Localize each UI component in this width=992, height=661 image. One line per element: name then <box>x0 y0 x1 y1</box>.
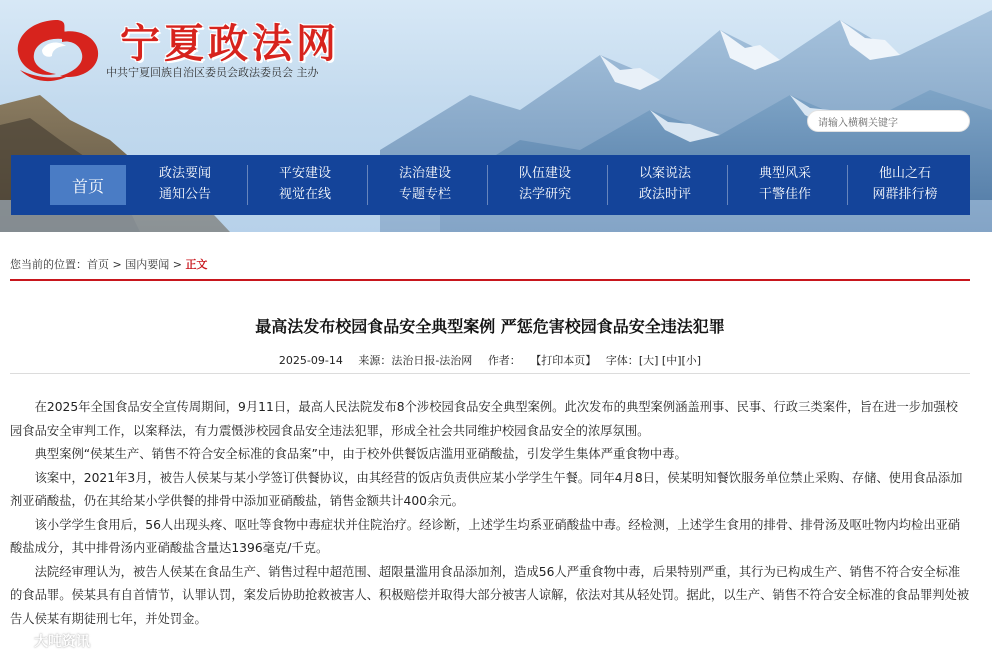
article-paragraph: 该小学学生食用后，56人出现头疼、呕吐等食物中毒症状并住院治疗。经诊断，上述学生均系亚硝酸盐中毒。经检测，上述学生食用的排骨、排骨汤及呕吐物内均检出亚硝酸盐成分，其中排骨汤内亚硝酸盐含量达1396毫克/千克。 <box>10 517 961 555</box>
site-logo[interactable] <box>12 12 392 92</box>
nav-link-commentary[interactable]: 政法时评 <box>638 187 691 202</box>
nav-link-others[interactable]: 他山之石 <box>878 166 931 181</box>
search-input[interactable] <box>816 113 970 135</box>
nav-item-politics-news[interactable] <box>137 163 233 207</box>
nav-divider <box>847 165 848 205</box>
meta-divider <box>10 373 970 374</box>
nav-link-rule-of-law[interactable]: 法治建设 <box>398 166 451 181</box>
nav-link-team[interactable]: 队伍建设 <box>518 166 571 181</box>
main-nav <box>11 155 970 215</box>
nav-divider <box>607 165 608 205</box>
nav-item-models[interactable] <box>737 163 833 207</box>
font-medium-link[interactable]: [中] <box>661 354 682 367</box>
breadcrumb-separator: > <box>172 258 182 271</box>
article-body <box>10 396 970 631</box>
nav-link-models[interactable]: 典型风采 <box>758 166 811 181</box>
breadcrumb <box>10 256 207 272</box>
article-paragraph: 在2025年全国食品安全宣传周期间，9月11日，最高人民法院发布8个涉校园食品安全典型案例。此次发布的典型案例涵盖刑事、民事、行政三类案件，旨在进一步加强校园食品安全审判工作，以案释法，有力震慑涉校园食品安全违法犯罪，形成全社会共同维护校园食品安全的浓厚氛围。 <box>10 400 958 438</box>
nav-divider <box>727 165 728 205</box>
nav-divider <box>487 165 488 205</box>
site-subtitle: 中共宁夏回族自治区委员会政法委员会 主办 <box>106 66 319 79</box>
nav-divider <box>367 165 368 205</box>
nav-divider <box>247 165 248 205</box>
nav-item-others[interactable] <box>857 163 953 207</box>
nav-link-research[interactable]: 法学研究 <box>518 187 571 202</box>
article-paragraph: 典型案例“侯某生产、销售不符合安全标准的食品案”中，由于校外供餐饭店滥用亚硝酸盐，引发学生集体严重食物中毒。 <box>34 447 687 461</box>
article-source: 来源：法治日报-法治网 <box>358 354 473 367</box>
breadcrumb-prefix: 您当前的位置： <box>10 258 87 271</box>
nav-link-politics-news[interactable]: 政法要闻 <box>158 166 211 181</box>
logo-emblem-icon <box>12 14 104 84</box>
print-page-link[interactable]: 【打印本页】 <box>530 354 597 367</box>
nav-link-special[interactable]: 专题专栏 <box>398 187 451 202</box>
article-title: 最高法发布校园食品安全典型案例 严惩危害校园食品安全违法犯罪 <box>255 317 725 336</box>
breadcrumb-divider <box>10 279 970 281</box>
site-title: 宁夏政法网 <box>120 21 340 67</box>
font-size-control <box>606 354 701 367</box>
breadcrumb-link-home[interactable]: 首页 <box>87 258 109 271</box>
article-paragraph: 该案中，2021年3月，被告人侯某与某小学签订供餐协议，由其经营的饭店负责供应某小学学生午餐。同年4月8日，侯某明知餐饮服务单位禁止采购、存储、使用食品添加剂亚硝酸盐，仍在其给某小学供餐的排骨中添加亚硝酸盐，销售金额共计400余元。 <box>10 470 963 508</box>
nav-item-rule-of-law[interactable] <box>377 163 473 207</box>
breadcrumb-separator: > <box>112 258 122 271</box>
watermark <box>8 627 138 655</box>
nav-link-safety[interactable]: 平安建设 <box>278 166 331 181</box>
nav-link-ranking[interactable]: 网群排行榜 <box>872 187 938 202</box>
site-header <box>0 0 992 232</box>
breadcrumb-current: 正文 <box>185 258 208 271</box>
nav-item-safety[interactable] <box>257 163 353 207</box>
article-date: 2025-09-14 <box>278 354 343 367</box>
nav-home[interactable]: 首页 <box>50 165 126 205</box>
nav-link-cases[interactable]: 以案说法 <box>638 166 691 181</box>
font-size-label: 字体： <box>605 354 639 367</box>
article-paragraph: 法院经审理认为，被告人侯某在食品生产、销售过程中超范围、超限量滥用食品添加剂，造成56人严重食物中毒，后果特别严重，其行为已构成生产、销售不符合安全标准的食品罪。侯某具有自首情节，认罪认罚，案发后协助抢救被害人、积极赔偿并取得大部分被害人谅解，依法对其从轻处罚。据此，以生产、销售不符合安全标准的食品罪判处被告人侯某有期徒刑七年，并处罚金。 <box>10 564 970 626</box>
article-meta <box>0 352 980 368</box>
article-author: 作者： <box>487 354 521 367</box>
search-box <box>807 110 970 132</box>
nav-item-team[interactable] <box>497 163 593 207</box>
nav-link-notices[interactable]: 通知公告 <box>158 187 211 202</box>
watermark-logo-icon <box>8 630 30 652</box>
nav-link-works[interactable]: 干警佳作 <box>758 187 811 202</box>
nav-link-visual[interactable]: 视觉在线 <box>278 187 331 202</box>
font-small-link[interactable]: [小] <box>681 354 702 367</box>
breadcrumb-link-domestic-news[interactable]: 国内要闻 <box>125 258 170 271</box>
nav-item-cases[interactable] <box>617 163 713 207</box>
font-large-link[interactable]: [大] <box>638 354 659 367</box>
watermark-text: 大吨资讯 <box>34 634 90 650</box>
